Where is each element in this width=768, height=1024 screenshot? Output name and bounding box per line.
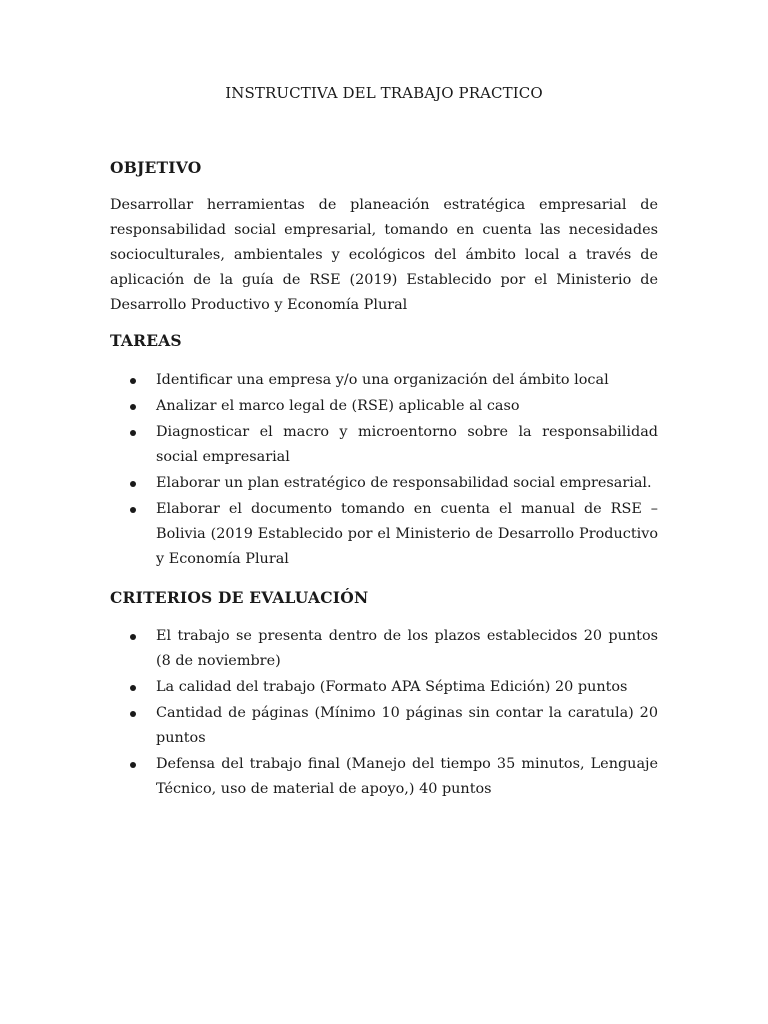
criteria-item-text: Cantidad de páginas (Mínimo 10 páginas sin contar la caratula) 20 puntos xyxy=(156,705,658,746)
page-title: INSTRUCTIVA DEL TRABAJO PRACTICO xyxy=(225,84,543,102)
bullet-icon xyxy=(130,481,136,487)
task-item xyxy=(128,394,658,419)
criteria-heading: CRITERIOS DE EVALUACIÓN xyxy=(110,588,369,607)
bullet-icon xyxy=(130,685,136,691)
task-item xyxy=(128,497,658,572)
task-item xyxy=(128,471,658,496)
criteria-item xyxy=(128,624,658,674)
task-item-text: Elaborar un plan estratégico de responsabilidad social empresarial. xyxy=(156,475,652,491)
criteria-item-text: La calidad del trabajo (Formato APA Séptima Edición) 20 puntos xyxy=(156,679,628,695)
bullet-icon xyxy=(130,634,136,640)
bullet-icon xyxy=(130,507,136,513)
task-item xyxy=(128,420,658,470)
objective-paragraph: Desarrollar herramientas de planeación estratégica empresarial de responsabilidad social empresarial, tomando en cuenta las necesidades socioculturales, ambientales y ecológicos del ámbito local a través de aplicación de la guía de RSE (2019) Establecido por el Ministerio de Desarrollo Productivo y Economía Plural xyxy=(110,197,658,313)
criteria-item-text: El trabajo se presenta dentro de los plazos establecidos 20 puntos (8 de noviembre) xyxy=(156,628,658,669)
bullet-icon xyxy=(130,762,136,768)
criteria-list xyxy=(128,624,658,803)
task-item-text: Elaborar el documento tomando en cuenta el manual de RSE – Bolivia (2019 Establecido por el Ministerio de Desarrollo Productivo y Economía Plural xyxy=(156,501,658,567)
criteria-item xyxy=(128,675,658,700)
task-item-text: Identificar una empresa y/o una organización del ámbito local xyxy=(156,372,609,388)
bullet-icon xyxy=(130,404,136,410)
bullet-icon xyxy=(130,711,136,717)
bullet-icon xyxy=(130,430,136,436)
objective-heading: OBJETIVO xyxy=(110,158,202,177)
tasks-heading: TAREAS xyxy=(110,331,182,350)
task-item-text: Analizar el marco legal de (RSE) aplicable al caso xyxy=(156,398,520,414)
task-item-text: Diagnosticar el macro y microentorno sobre la responsabilidad social empresarial xyxy=(156,424,658,465)
criteria-item xyxy=(128,701,658,751)
criteria-item-text: Defensa del trabajo final (Manejo del tiempo 35 minutos, Lenguaje Técnico, uso de material de apoyo,) 40 puntos xyxy=(156,756,658,797)
criteria-item xyxy=(128,752,658,802)
tasks-list xyxy=(128,368,658,573)
task-item xyxy=(128,368,658,393)
bullet-icon xyxy=(130,378,136,384)
